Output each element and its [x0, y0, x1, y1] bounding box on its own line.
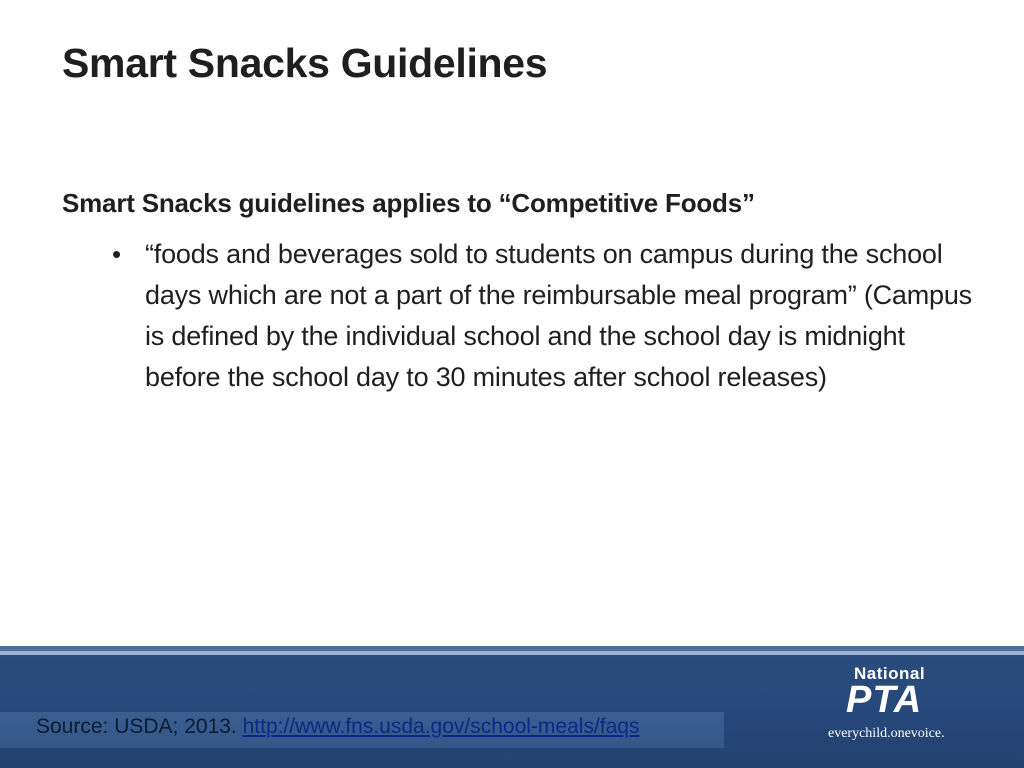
logo-pta-text: PTA [846, 679, 923, 721]
source-citation [36, 715, 639, 739]
source-prefix: Source: USDA; 2013. [36, 715, 243, 738]
bullet-text: “foods and beverages sold to students on campus during the school days which are not a part of the reimbursable meal program” (Campus is defined by the individual school and the school day is midnight before the school day to 30 minutes after school releases) [145, 239, 972, 392]
slide-subheading: Smart Snacks guidelines applies to “Competitive Foods” [62, 188, 755, 218]
logo-tagline: everychild.onevoice. [828, 726, 945, 741]
footer-divider-highlight [0, 651, 1024, 655]
national-pta-logo [826, 664, 976, 752]
bullet-dot: • [112, 239, 122, 269]
slide-title: Smart Snacks Guidelines [62, 40, 548, 86]
bullet-item [112, 234, 972, 398]
logo-national-text: National [854, 664, 926, 683]
source-link[interactable]: http://www.fns.usda.gov/school-meals/faqs [242, 715, 640, 738]
